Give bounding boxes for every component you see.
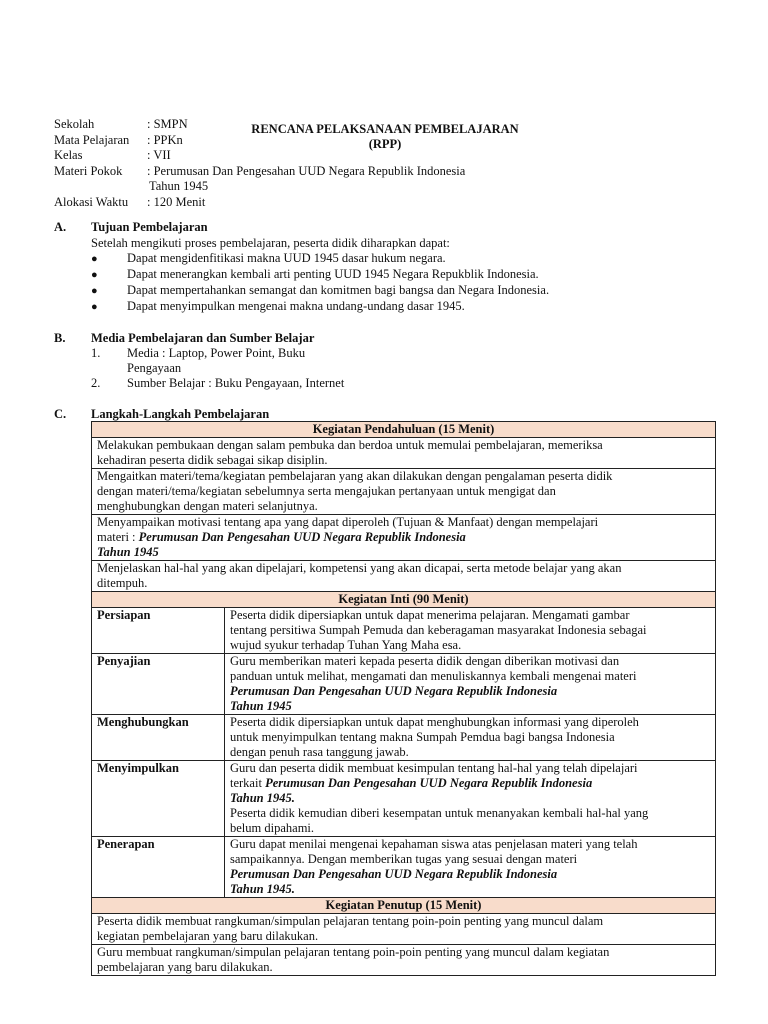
- document-subtitle: (RPP): [368, 137, 402, 151]
- step-text: [225, 761, 715, 836]
- list-item: Dapat menerangkan kembali arti penting UUD 1945 Negara Repukblik Indonesia.: [127, 267, 539, 281]
- topic-title: Perumusan Dan Pengesahan UUD Negara Republik Indonesia: [230, 867, 558, 881]
- row-text: Guru dapat menilai mengenai kepahaman siswa atas penjelasan materi yang telah: [230, 837, 638, 851]
- table-row: [92, 469, 715, 515]
- row-text: Guru dan peserta didik membuat kesimpulan tentang hal-hal yang telah dipelajari: [230, 761, 638, 775]
- bullet-icon: ●: [91, 301, 98, 313]
- label-mata-pelajaran: Mata Pelajaran: [54, 133, 130, 147]
- step-text: [225, 608, 715, 653]
- section-b-letter: B.: [54, 331, 66, 345]
- value-sekolah: : SMPN: [147, 117, 188, 131]
- row-text: panduan untuk melihat, mengamati dan menuliskannya kembali mengenai materi: [230, 669, 637, 683]
- inti-header: Kegiatan Inti (90 Menit): [92, 592, 715, 608]
- row-text: Menyampaikan motivasi tentang apa yang dapat diperoleh (Tujuan & Manfaat) dengan mempelajari: [97, 515, 599, 529]
- row-text: Guru membuat rangkuman/simpulan pelajaran tentang poin-poin penting yang muncul dalam kegiatan: [97, 945, 610, 959]
- topic-title: Perumusan Dan Pengesahan UUD Negara Republik Indonesia: [230, 684, 558, 698]
- row-text: Peserta didik membuat rangkuman/simpulan pelajaran tentang poin-poin penting yang muncul dalam: [97, 914, 604, 928]
- table-row: [92, 715, 715, 761]
- row-text: wujud syukur terhadap Tuhan Yang Maha esa.: [230, 638, 462, 652]
- row-text: Menjelaskan hal-hal yang akan dipelajari, kompetensi yang akan dicapai, serta metode belajar yang akan: [97, 561, 622, 575]
- list-item: Dapat mengidenfitikasi makna UUD 1945 dasar hukum negara.: [127, 251, 446, 265]
- row-text: Mengaitkan materi/tema/kegiatan pembelajaran yang akan dilakukan dengan pengalaman peserta didik: [97, 469, 613, 483]
- step-text: [225, 715, 715, 760]
- table-row: [92, 438, 715, 469]
- value-alokasi-waktu: : 120 Menit: [147, 195, 206, 209]
- row-text: untuk menyimpulkan tentang makna Sumpah Pemdua bagi bangsa Indonesia: [230, 730, 615, 744]
- label-alokasi-waktu: Alokasi Waktu: [54, 195, 129, 209]
- step-label: Persiapan: [92, 608, 225, 653]
- row-text: ditempuh.: [97, 576, 148, 590]
- label-sekolah: Sekolah: [54, 117, 95, 131]
- label-materi-pokok: Materi Pokok: [54, 164, 123, 178]
- topic-year: Tahun 1945: [97, 545, 159, 559]
- step-text: [225, 654, 715, 714]
- table-row: [92, 608, 715, 654]
- table-row: [92, 561, 715, 592]
- section-b-title: Media Pembelajaran dan Sumber Belajar: [91, 331, 315, 345]
- document-title: RENCANA PELAKSANAAN PEMBELAJARAN: [251, 122, 519, 136]
- step-label: Penyajian: [92, 654, 225, 714]
- row-text: belum dipahami.: [230, 821, 315, 835]
- row-text: Peserta didik kemudian diberi kesempatan untuk menanyakan kembali hal-hal yang: [230, 806, 649, 820]
- row-text: dengan materi/tema/kegiatan sebelumnya serta mengajukan pertanyaan untuk mengigat dan: [97, 484, 556, 498]
- list-number: 2.: [91, 376, 101, 390]
- value-materi-pokok-line2: Tahun 1945: [149, 179, 209, 193]
- topic-title: Perumusan Dan Pengesahan UUD Negara Republik Indonesia: [265, 776, 593, 790]
- section-c-title: Langkah-Langkah Pembelajaran: [91, 407, 270, 421]
- value-mata-pelajaran: : PPKn: [147, 133, 183, 147]
- section-a-intro: Setelah mengikuti proses pembelajaran, peserta didik diharapkan dapat:: [91, 236, 450, 250]
- table-row: [92, 654, 715, 715]
- list-number: 1.: [91, 346, 101, 360]
- topic-year: Tahun 1945.: [230, 882, 295, 896]
- list-item: Sumber Belajar : Buku Pengayaan, Internet: [127, 376, 345, 390]
- bullet-icon: ●: [91, 269, 98, 281]
- step-label: Menghubungkan: [92, 715, 225, 760]
- row-text: tentang persitiwa Sumpah Pemuda dan keberagaman masyarakat Indonesia sebagai: [230, 623, 647, 637]
- row-text: Melakukan pembukaan dengan salam pembuka dan berdoa untuk memulai pembelajaran, memeriksa: [97, 438, 603, 452]
- list-item: Dapat mempertahankan semangat dan komitmen bagi bangsa dan Negara Indonesia.: [127, 283, 550, 297]
- value-kelas: : VII: [147, 148, 171, 162]
- row-text: Guru memberikan materi kepada peserta didik dengan diberikan motivasi dan: [230, 654, 620, 668]
- topic-year: Tahun 1945.: [230, 791, 295, 805]
- table-row: [92, 945, 715, 976]
- row-text: pembelajaran yang baru dilakukan.: [97, 960, 273, 974]
- table-row: [92, 761, 715, 837]
- row-text: kehadiran peserta didik sebagai sikap disiplin.: [97, 453, 328, 467]
- row-text: sampaikannya. Dengan memberikan tugas yang sesuai dengan materi: [230, 852, 578, 866]
- topic-year: Tahun 1945: [230, 699, 292, 713]
- row-text: dengan penuh rasa tanggung jawab.: [230, 745, 409, 759]
- list-item: Dapat menyimpulkan mengenai makna undang-undang dasar 1945.: [127, 299, 465, 313]
- section-a-letter: A.: [54, 220, 67, 234]
- row-text: Peserta didik dipersiapkan untuk dapat menghubungkan informasi yang diperoleh: [230, 715, 639, 729]
- value-materi-pokok: : Perumusan Dan Pengesahan UUD Negara Republik Indonesia: [147, 164, 466, 178]
- topic-title: Perumusan Dan Pengesahan UUD Negara Republik Indonesia: [138, 530, 466, 544]
- row-text: materi :: [97, 530, 136, 544]
- table-row: [92, 837, 715, 898]
- row-text-with-topic: [230, 776, 710, 791]
- learning-steps-table: [91, 421, 716, 976]
- row-text: terkait: [230, 776, 262, 790]
- penutup-header: Kegiatan Penutup (15 Menit): [92, 898, 715, 914]
- section-c-letter: C.: [54, 407, 67, 421]
- pendahuluan-header: Kegiatan Pendahuluan (15 Menit): [92, 422, 715, 438]
- table-row: [92, 914, 715, 945]
- list-item-continued: Pengayaan: [127, 361, 182, 375]
- row-text: kegiatan pembelajaran yang baru dilakukan.: [97, 929, 319, 943]
- list-item: Media : Laptop, Power Point, Buku: [127, 346, 306, 360]
- table-row: [92, 515, 715, 561]
- bullet-icon: ●: [91, 285, 98, 297]
- step-text: [225, 837, 715, 897]
- label-kelas: Kelas: [54, 148, 83, 162]
- step-label: Penerapan: [92, 837, 225, 897]
- row-text: menghubungkan dengan materi selanjutnya.: [97, 499, 318, 513]
- row-text-with-topic: [97, 530, 710, 545]
- row-text: Peserta didik dipersiapkan untuk dapat menerima pelajaran. Mengamati gambar: [230, 608, 630, 622]
- bullet-icon: ●: [91, 253, 98, 265]
- step-label: Menyimpulkan: [92, 761, 225, 836]
- section-a-title: Tujuan Pembelajaran: [91, 220, 208, 234]
